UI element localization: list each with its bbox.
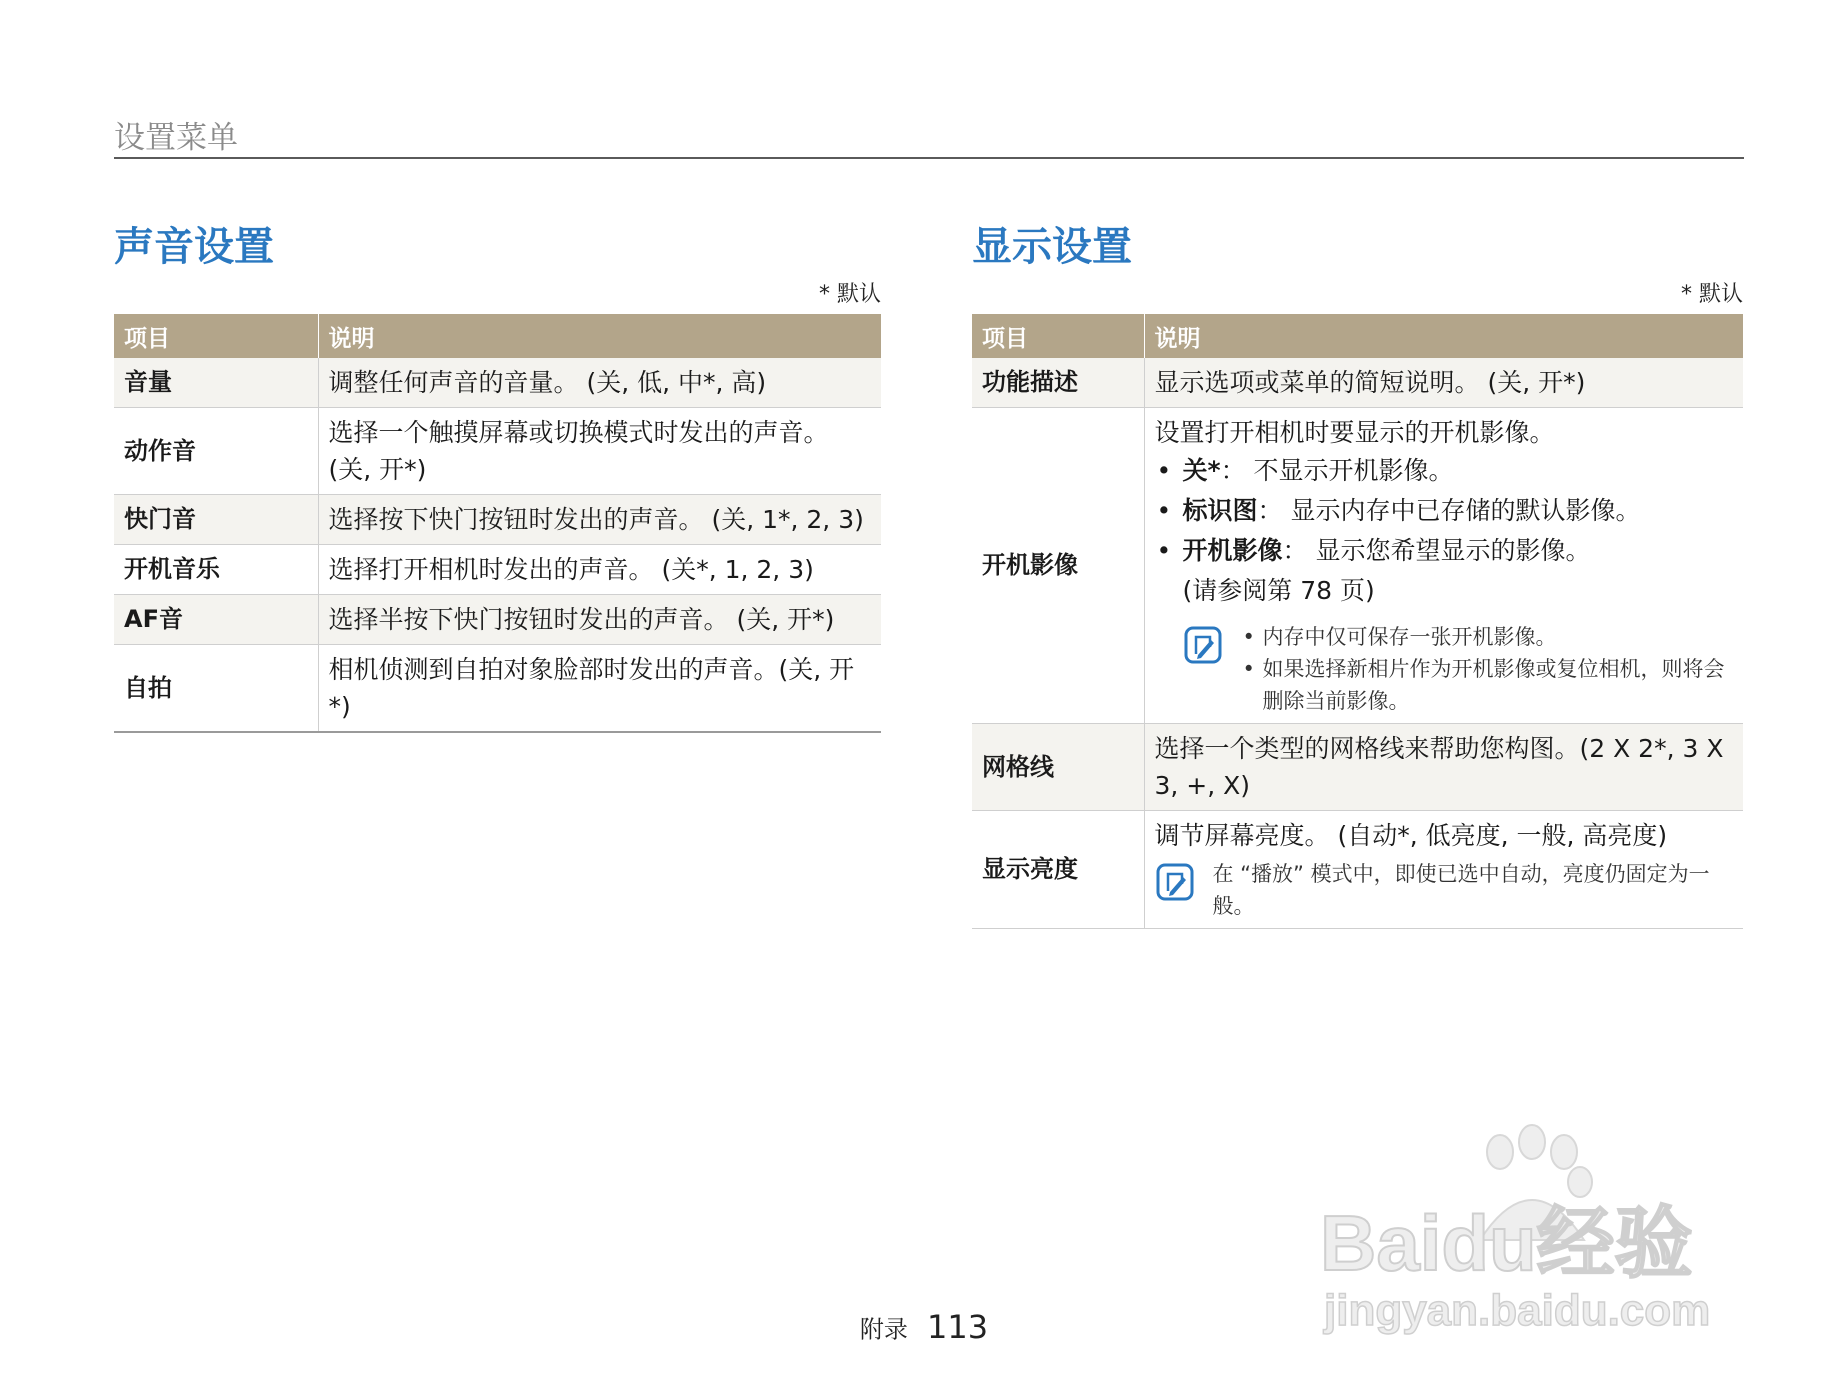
row-description [1144, 811, 1743, 929]
table-row [114, 645, 881, 733]
sound-settings-title: 声音设置 [114, 224, 274, 270]
startup-intro: 设置打开相机时要显示的开机影像。 [1154, 418, 1555, 447]
watermark-brand: Baidu经验 [1320, 1199, 1693, 1287]
list-item [1155, 531, 1734, 611]
watermark-url: jingyan.baidu.com [1324, 1286, 1711, 1335]
column-header-item: 项目 [114, 314, 318, 358]
table-row [114, 495, 881, 545]
display-settings-table [972, 314, 1743, 929]
default-note: * 默认 [819, 282, 881, 307]
row-description: 选择按下快门按钮时发出的声音。 (关, 1*, 2, 3) [318, 495, 881, 545]
brightness-desc: 调节屏幕亮度。 (自动*, 低亮度, 一般, 高亮度) [1154, 821, 1668, 850]
option-label: 关* [1182, 456, 1221, 485]
option-text: ： 显示内存中已存储的默认影像。 [1257, 496, 1641, 525]
header-divider [114, 157, 1744, 159]
note-list [1241, 621, 1734, 717]
list-item: • 内存中仅可保存一张开机影像。 [1241, 621, 1734, 653]
row-description: 选择半按下快门按钮时发出的声音。 (关, 开*) [318, 595, 881, 645]
baidu-watermark [1310, 1120, 1750, 1340]
row-item: 自拍 [114, 645, 318, 733]
row-item: 开机音乐 [114, 545, 318, 595]
column-header-description: 说明 [1144, 314, 1743, 358]
table-row [972, 724, 1743, 811]
page-header [114, 118, 1744, 158]
page-reference: (请参阅第 78 页) [1182, 576, 1375, 605]
table-row [114, 408, 881, 495]
row-item: AF音 [114, 595, 318, 645]
table-row [972, 408, 1743, 724]
row-item: 动作音 [114, 408, 318, 495]
table-header-row [972, 314, 1743, 358]
sound-settings-section [114, 222, 881, 733]
row-item: 音量 [114, 358, 318, 408]
row-item: 快门音 [114, 495, 318, 545]
row-item: 显示亮度 [972, 811, 1144, 929]
list-item: • 如果选择新相片作为开机影像或复位相机，则将会删除当前影像。 [1241, 653, 1734, 717]
note-icon [1155, 862, 1195, 902]
option-label: 标识图 [1182, 496, 1258, 525]
row-description: 选择打开相机时发出的声音。 (关*, 1, 2, 3) [318, 545, 881, 595]
row-description: 相机侦测到自拍对象脸部时发出的声音。(关, 开*) [318, 645, 881, 733]
row-description: 显示选项或菜单的简短说明。 (关, 开*) [1144, 358, 1743, 408]
row-description: 选择一个类型的网格线来帮助您构图。(2 X 2*, 3 X 3, +, X) [1144, 724, 1743, 811]
startup-options-list [1155, 451, 1734, 611]
row-description: 选择一个触摸屏幕或切换模式时发出的声音。(关, 开*) [318, 408, 881, 495]
sound-settings-table [114, 314, 881, 733]
footer-label: 附录 [859, 1315, 908, 1344]
column-header-description: 说明 [318, 314, 881, 358]
table-row [972, 811, 1743, 929]
display-settings-section [972, 222, 1743, 929]
table-row [114, 595, 881, 645]
table-header-row [114, 314, 881, 358]
option-text: ： 显示您希望显示的影像。 [1282, 536, 1591, 565]
default-note: * 默认 [1681, 282, 1743, 307]
row-item: 网格线 [972, 724, 1144, 811]
page-footer [0, 1308, 1848, 1346]
row-item: 功能描述 [972, 358, 1144, 408]
list-item [1155, 451, 1734, 491]
note-icon [1183, 625, 1223, 665]
table-row [972, 358, 1743, 408]
page-number: 113 [927, 1308, 989, 1346]
table-row [114, 358, 881, 408]
table-row [114, 545, 881, 595]
column-header-item: 项目 [972, 314, 1144, 358]
note-box [1155, 858, 1734, 922]
note-box [1155, 621, 1734, 717]
option-label: 开机影像 [1182, 536, 1283, 565]
brightness-note: 在 “播放” 模式中，即使已选中自动，亮度仍固定为一般。 [1212, 862, 1710, 918]
row-item: 开机影像 [972, 408, 1144, 724]
page-section-title: 设置菜单 [114, 120, 238, 156]
row-description [1144, 408, 1743, 724]
list-item [1155, 491, 1734, 531]
display-settings-title: 显示设置 [972, 224, 1132, 270]
option-text: ： 不显示开机影像。 [1220, 456, 1454, 485]
row-description: 调整任何声音的音量。 (关, 低, 中*, 高) [318, 358, 881, 408]
